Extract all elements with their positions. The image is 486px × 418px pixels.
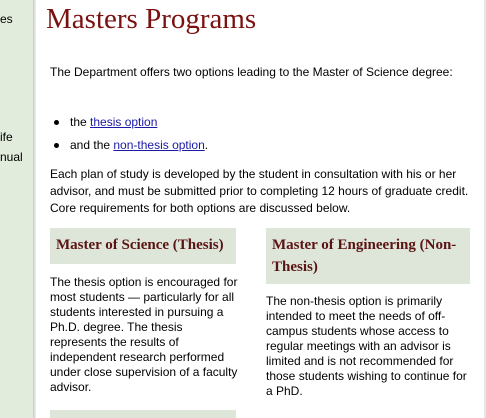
list-item: [50, 114, 208, 137]
sidebar-item-1[interactable]: es: [0, 12, 13, 26]
main-content: [36, 0, 486, 418]
option-prefix: and the: [70, 138, 114, 152]
sidebar-item-3[interactable]: nual: [0, 150, 23, 164]
page-title: Masters Programs: [46, 3, 257, 35]
intro-text: The Department offers two options leading to the Master of Science degree:: [50, 65, 453, 79]
non-thesis-card-heading: Master of Engineering (Non-Thesis): [266, 228, 470, 284]
thesis-card-heading: Master of Science (Thesis): [50, 228, 236, 264]
options-list: [50, 114, 208, 160]
thesis-option-link[interactable]: thesis option: [90, 115, 158, 129]
bullet-icon: [54, 143, 59, 148]
sidebar: [0, 0, 33, 418]
option-prefix: the: [70, 115, 91, 129]
option-suffix: .: [204, 138, 209, 152]
bullet-icon: [54, 120, 59, 125]
sidebar-item-2[interactable]: ife: [0, 130, 13, 144]
list-item: [50, 137, 208, 160]
non-thesis-card-body: The non-thesis option is primarily intended to meet the needs of off-campus students whose access to regular meetings with an advisor is limited and is not recommended for those students wishing to continue for a PhD.: [266, 294, 467, 398]
non-thesis-option-link[interactable]: non-thesis option: [113, 138, 205, 152]
next-card-heading: [50, 410, 236, 418]
plan-of-study-text: Each plan of study is developed by the student in consultation with his or her advisor, and must be submitted prior to completing 12 hours of graduate credit. Core requirements for both options are discussed below.: [50, 167, 469, 215]
thesis-card-body: The thesis option is encouraged for most students — particularly for all students interested in pursuing a Ph.D. degree. The thesis represents the results of independent research performed under close supervision of a faculty advisor.: [50, 275, 238, 394]
